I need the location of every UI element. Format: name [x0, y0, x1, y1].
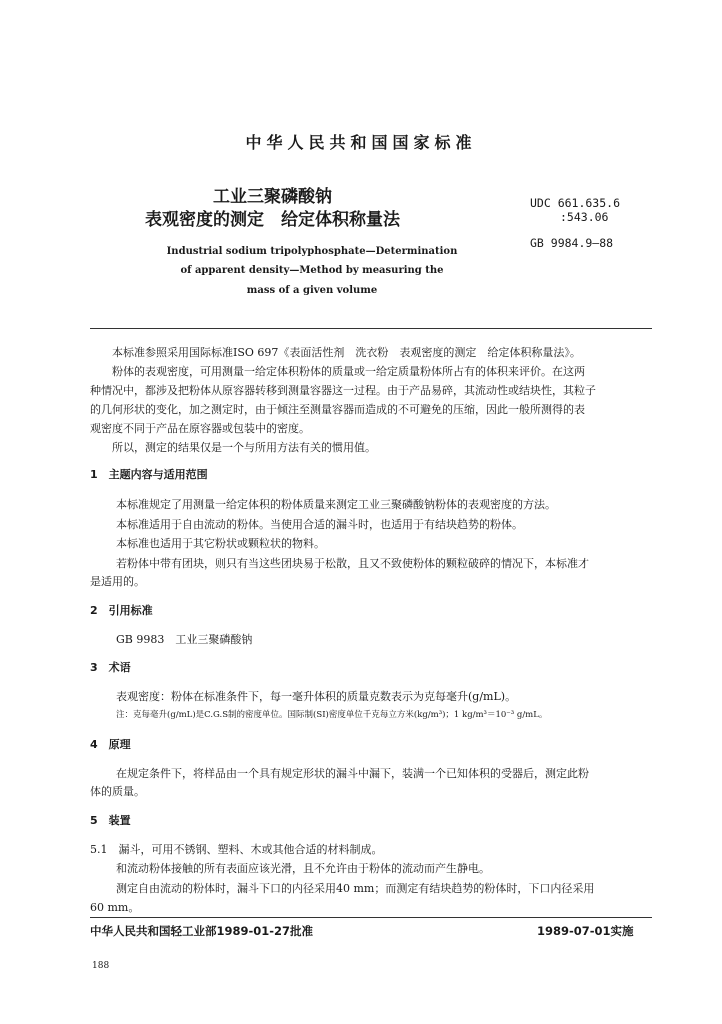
section-3-heading: 3 术语: [90, 661, 131, 674]
title-en-line2: of apparent density—Method by measuring the: [180, 265, 444, 276]
intro-p2-line: 粉体的表观密度，可用测量一给定体积粉体的质量或一给定质量粉体所占有的体积来评价。在这两: [112, 365, 585, 378]
apparatus-item-5-1: 5.1 漏斗，可用不锈钢、塑料、木或其他合适的材料制成。: [90, 843, 383, 856]
udc-code-cont: :543.06: [560, 210, 609, 224]
effective-date: 1989-07-01实施: [537, 924, 634, 938]
page-number: 188: [92, 961, 110, 971]
gb-code: GB 9984.9—88: [530, 236, 614, 250]
intro-paragraph-3: 所以，测定的结果仅是一个与所用方法有关的惯用值。: [112, 441, 376, 454]
title-en-line1: Industrial sodium tripolyphosphate—Determination: [166, 246, 458, 257]
approval-info: 中华人民共和国轻工业部1989-01-27批准: [90, 924, 314, 938]
footer-divider: [90, 917, 652, 918]
section-1-line: 本标准适用于自由流动的粉体。当使用合适的漏斗时，也适用于有结块趋势的粉体。: [116, 518, 523, 531]
header-divider: [90, 328, 652, 329]
udc-code: UDC 661.635.6: [530, 196, 621, 210]
section-1-line: 本标准也适用于其它粉状或颗粒状的物料。: [116, 537, 325, 550]
intro-p2-line: 种情况中，都涉及把粉体从原容器转移到测量容器这一过程。由于产品易碎，其流动性或结块性，其粒子: [90, 384, 596, 397]
referenced-standard: GB 9983 工业三聚磷酸钠: [116, 633, 253, 646]
intro-paragraph-2: [90, 362, 652, 438]
intro-p2-line: 的几何形状的变化，加之测定时，由于倾注至测量容器而造成的不可避免的压缩，因此一般所测得的表: [90, 403, 585, 416]
section-1-heading: 1 主题内容与适用范围: [90, 468, 208, 481]
principle-line: 体的质量。: [90, 785, 145, 798]
intro-p2-line: 观密度不同于产品在原容器或包装中的密度。: [90, 422, 310, 435]
section-2-heading: 2 引用标准: [90, 604, 153, 617]
title-en-line3: mass of a given volume: [246, 285, 378, 296]
term-note: 注：克每毫升(g/mL)是C.G.S制的密度单位。国际制(SI)密度单位千克每立方米(kg/m³)；1 kg/m³＝10⁻³ g/mL。: [116, 710, 548, 720]
title-cn-line1: 工业三聚磷酸钠: [213, 187, 332, 207]
apparatus-line: 60 mm。: [90, 901, 140, 914]
principle-line: 在规定条件下，将样品由一个具有规定形状的漏斗中漏下，装满一个已知体积的受器后，测定此粉: [116, 767, 589, 780]
section-5-heading: 5 装置: [90, 814, 131, 827]
standard-type-header: 中华人民共和国国家标准: [245, 133, 477, 152]
term-definition: 表观密度：粉体在标准条件下，每一毫升体积的质量克数表示为克每毫升(g/mL)。: [116, 690, 517, 703]
intro-paragraph-1: 本标准参照采用国际标准ISO 697《表面活性剂 洗衣粉 表观密度的测定 给定体积称量法》。: [112, 346, 581, 359]
apparatus-line: 和流动粉体接触的所有表面应该光滑，且不允许由于粉体的流动而产生静电。: [116, 862, 490, 875]
section-1-line: 若粉体中带有团块，则只有当这些团块易于松散，且又不致使粉体的颗粒破碎的情况下，本标准才: [116, 557, 589, 570]
section-4-heading: 4 原理: [90, 738, 131, 751]
title-cn-line2: 表观密度的测定 给定体积称量法: [145, 210, 400, 230]
section-1-line: 是适用的。: [90, 575, 145, 588]
section-1-line: 本标准规定了用测量一给定体积的粉体质量来测定工业三聚磷酸钠粉体的表观密度的方法。: [116, 498, 556, 511]
apparatus-line: 测定自由流动的粉体时，漏斗下口的内径采用40 mm；而测定有结块趋势的粉体时，下口内径采用: [116, 882, 595, 895]
